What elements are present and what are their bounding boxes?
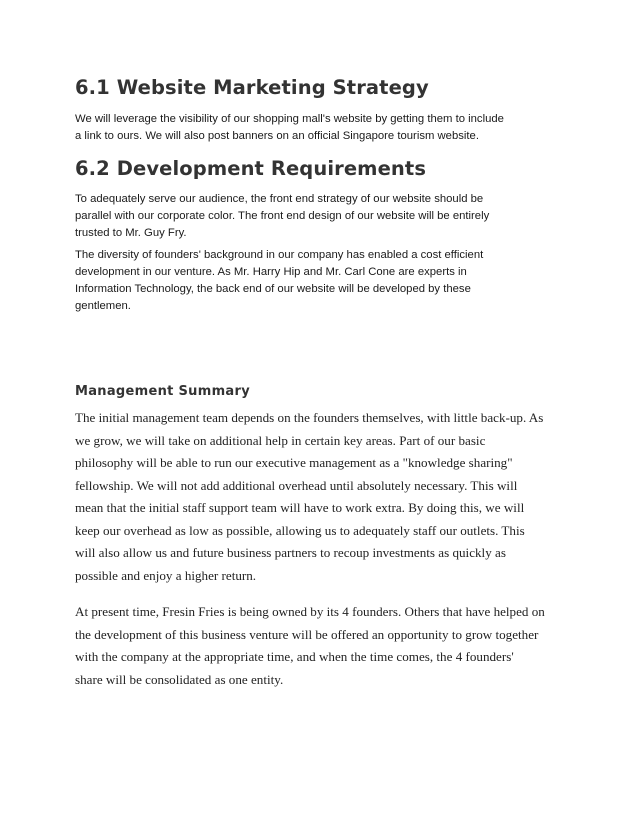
text-line: mean that the initial staff support team will have to work extra. By doing this, we will (75, 500, 525, 515)
section-6-2-paragraph-1 (75, 191, 489, 242)
text-line: To adequately serve our audience, the front end strategy of our website should be (75, 193, 484, 205)
text-line: trusted to Mr. Guy Fry. (75, 227, 187, 239)
text-line: parallel with our corporate color. The front end design of our website will be entirely (75, 210, 490, 222)
text-line: with the company at the appropriate time, and when the time comes, the 4 founders' (75, 649, 514, 664)
section-6-2-paragraph-2 (75, 247, 483, 315)
text-line: keep our overhead as low as possible, allowing us to adequately staff our outlets. This (75, 522, 525, 538)
text-line: will also allow us and future business partners to recoup investments as quickly as (75, 545, 506, 560)
text-line: development in our venture. As Mr. Harry Hip and Mr. Carl Cone are experts in (75, 266, 467, 278)
text-line: The diversity of founders' background in our company has enabled a cost efficient (75, 249, 484, 261)
section-6-1-paragraph (75, 111, 504, 145)
section-heading-6-1: 6.1 Website Marketing Strategy (75, 76, 429, 99)
text-line: The initial management team depends on the founders themselves, with little back-up. As (75, 410, 544, 425)
management-summary-heading: Management Summary (75, 384, 250, 399)
text-line: We will leverage the visibility of our shopping mall's website by getting them to include (75, 113, 504, 125)
text-line: we grow, we will take on additional help in certain key areas. Part of our basic (75, 432, 486, 448)
management-paragraph-2 (75, 601, 545, 691)
management-paragraph-1 (75, 407, 543, 587)
text-line: fellowship. We will not add additional overhead until absolutely necessary. This will (75, 477, 518, 493)
text-line: Information Technology, the back end of our website will be developed by these (75, 283, 471, 295)
text-line: gentlemen. (75, 300, 131, 312)
text-line: the development of this business venture will be offered an opportunity to grow together (75, 626, 539, 642)
text-line: philosophy will be able to run our executive management as a "knowledge sharing" (75, 455, 513, 470)
text-line: share will be consolidated as one entity. (75, 671, 284, 687)
text-line: At present time, Fresin Fries is being owned by its 4 founders. Others that have helped on (75, 604, 545, 619)
text-line: a link to ours. We will also post banners on an official Singapore tourism website. (75, 130, 479, 142)
section-heading-6-2: 6.2 Development Requirements (75, 157, 427, 180)
text-line: possible and enjoy a higher return. (75, 567, 257, 583)
